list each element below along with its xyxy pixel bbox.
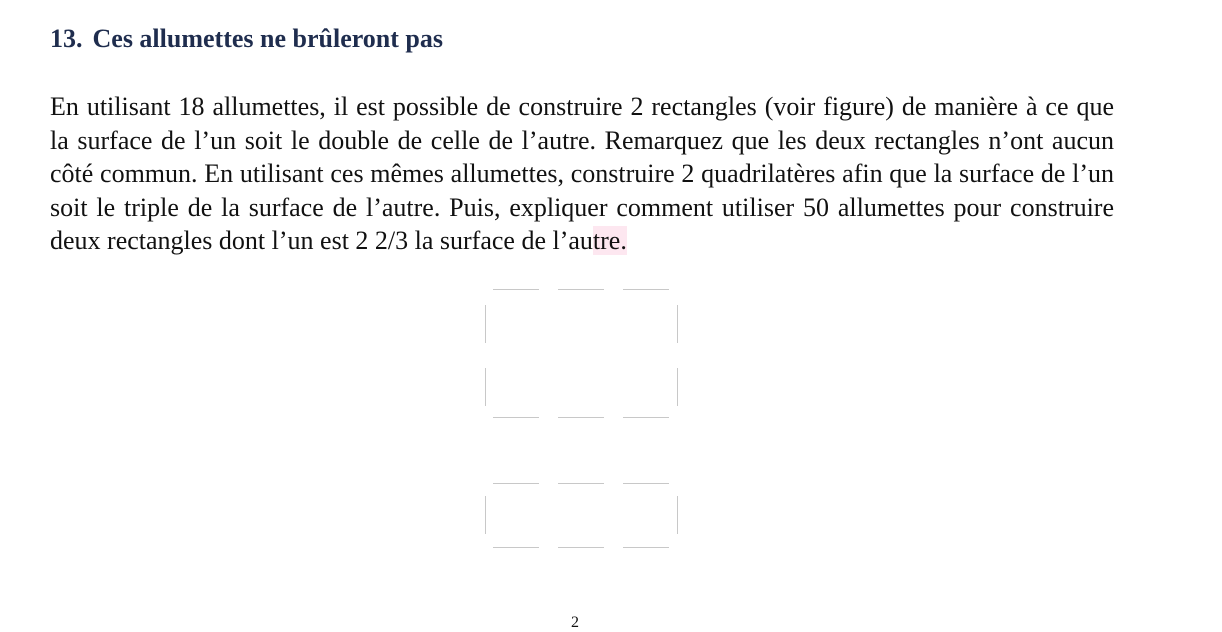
exercise-heading — [50, 24, 443, 54]
matchstick — [623, 483, 669, 484]
matchstick — [677, 305, 678, 343]
matchstick — [485, 496, 486, 534]
matchstick — [493, 483, 539, 484]
matchstick — [677, 368, 678, 406]
matchstick — [677, 496, 678, 534]
matchstick — [493, 547, 539, 548]
paragraph-highlighted-text: tre. — [592, 226, 627, 255]
exercise-paragraph — [50, 90, 1114, 258]
matchstick — [558, 417, 604, 418]
matchstick — [623, 289, 669, 290]
matchstick — [558, 547, 604, 548]
matchstick — [623, 547, 669, 548]
matchstick — [623, 417, 669, 418]
matchstick — [558, 483, 604, 484]
page-number: 2 — [571, 614, 579, 631]
matchstick — [485, 305, 486, 343]
matchstick — [558, 289, 604, 290]
matchstick — [493, 289, 539, 290]
matchstick — [485, 368, 486, 406]
matchstick-figure — [480, 280, 690, 550]
paragraph-text: En utilisant 18 allumettes, il est possible de construire 2 rectangles (voir figure) de manière à ce que la surface de l’un soit le double de celle de l’autre. Remarquez que les deux rectangles n’ont aucun côté commun. En utilisant ces mêmes allumettes, construire 2 quadrilatères afin que la surface de l’un soit le triple de la surface de l’autre. Puis, expliquer comment utiliser 50 allumettes pour construire deux rectangles dont l’un est 2 2/3 la surface de l’au — [50, 92, 1114, 255]
exercise-number: 13. — [50, 24, 83, 53]
matchstick — [493, 417, 539, 418]
exercise-title: Ces allumettes ne brûleront pas — [92, 24, 444, 53]
